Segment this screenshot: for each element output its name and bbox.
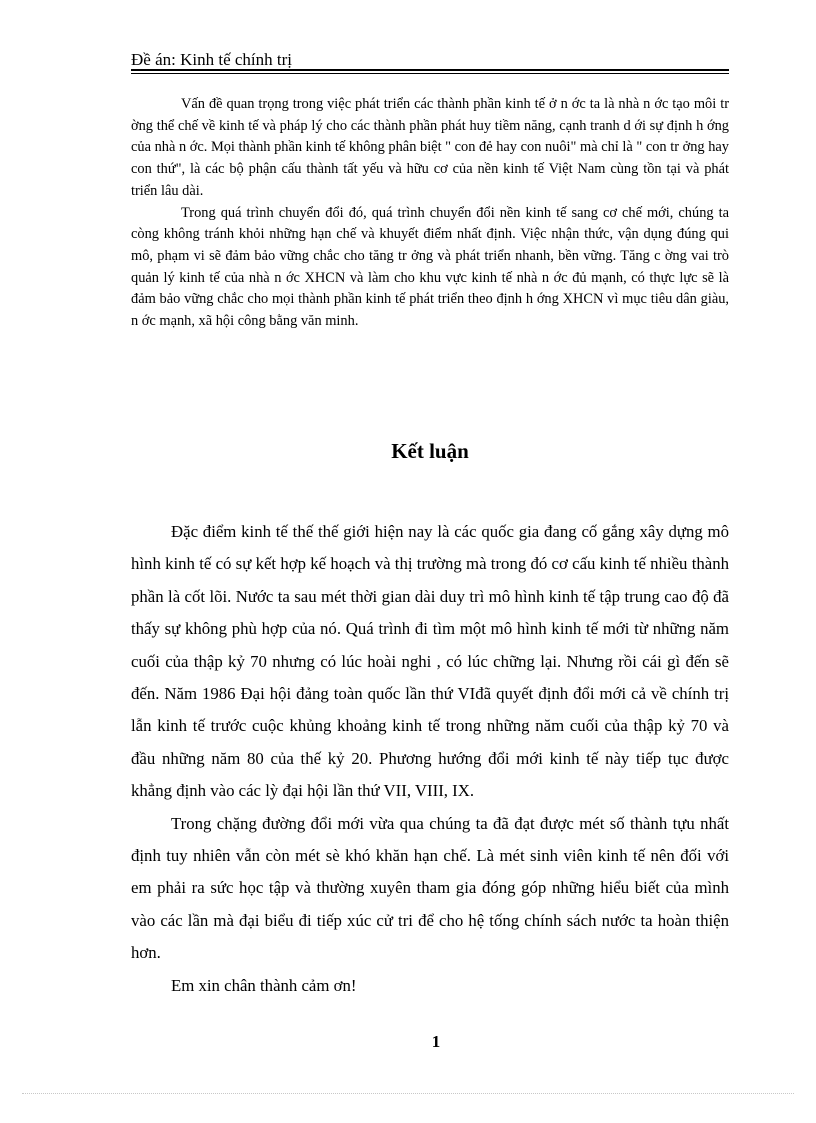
header-title: Đề án: Kinh tế chính trị: [131, 50, 292, 69]
paragraph: Vấn đề quan trọng trong việc phát triển các thành phần kinh tế ở n ớc ta là nhà n ớc tạo môi tr ờng thể chế về kinh tế và pháp lý cho các thành phần phát huy tiềm năng, cạnh tranh d ới sự định h ớng của nhà n ớc. Mọi thành phần kinh tế không phân biệt " con đẻ hay con nuôi" mà chỉ là " con tr ởng hay con thứ", là các bộ phận cấu thành tất yếu và hữu cơ của nền kinh tế Việt Nam cùng tồn tại và phát triển lâu dài.: [131, 96, 729, 199]
header-rule-thick: [131, 69, 729, 71]
conclusion-section: [131, 516, 729, 1002]
page-bottom-divider: [22, 1093, 794, 1094]
page-number: 1: [431, 1032, 441, 1051]
paragraph: Đặc điểm kinh tế thế thế giới hiện nay là các quốc gia đang cố gắng xây dựng mô hình kinh tế có sự kết hợp kế hoạch và thị trường mà trong đó cơ cấu kinh tế nhiều thành phần là cốt lõi. Nước ta sau mét thời gian dài duy trì mô hình kinh tế tập trung cao độ đã thấy sự không phù hợp của nó. Quá trình đi tìm một mô hình kinh tế mới từ những năm cuối của thập kỷ 70 nhưng có lúc hoài nghi , có lúc chững lại. Nhưng rồi cái gì đến sẽ đến. Năm 1986 Đại hội đảng toàn quốc lần thứ VIđã quyết định đổi mới cả về chính trị lẫn kinh tế trước cuộc khủng khoảng kinh tế trong những năm cuối của thập kỷ 70 và đầu những năm 80 của thế kỷ 20. Phương hướng đổi mới kinh tế này tiếp tục được khẳng định vào các lỳ đại hội lần thứ VII, VIII, IX.: [131, 522, 729, 801]
section-heading: Kết luận: [391, 439, 469, 463]
paragraph: Trong chặng đường đổi mới vừa qua chúng ta đã đạt được mét số thành tựu nhất định tuy nhiên vẫn còn mét sè khó khăn hạn chế. Là mét sinh viên kinh tế nên đối với em phải ra sức học tập và thường xuyên tham gia đóng góp những hiểu biết của mình vào các lần mà đại biểu đi tiếp xúc cử tri để cho hệ tống chính sách nước ta hoàn thiện hơn.: [131, 813, 729, 963]
body-section-top: [131, 94, 729, 333]
paragraph: Trong quá trình chuyển đổi đó, quá trình chuyển đổi nền kinh tế sang cơ chế mới, chúng ta còng không tránh khỏi những hạn chế và khuyết điểm nhất định. Việc nhận thức, vận dụng đúng qui mô, phạm vi sẽ đảm bảo vững chắc cho tăng tr ởng và phát triển nhanh, bền vững. Tăng c ờng vai trò quản lý kinh tế của nhà n ớc XHCN và làm cho khu vực kinh tế nhà n ớc đủ mạnh, có thực lực sẽ là đảm bảo vững chắc cho mọi thành phần kinh tế phát triển theo định h ớng XHCN vì mục tiêu dân giàu, n ớc mạnh, xã hội công bằng văn minh.: [131, 204, 729, 330]
header-rule-thin: [131, 73, 729, 74]
closing-line: Em xin chân thành cảm ơn!: [171, 975, 357, 995]
